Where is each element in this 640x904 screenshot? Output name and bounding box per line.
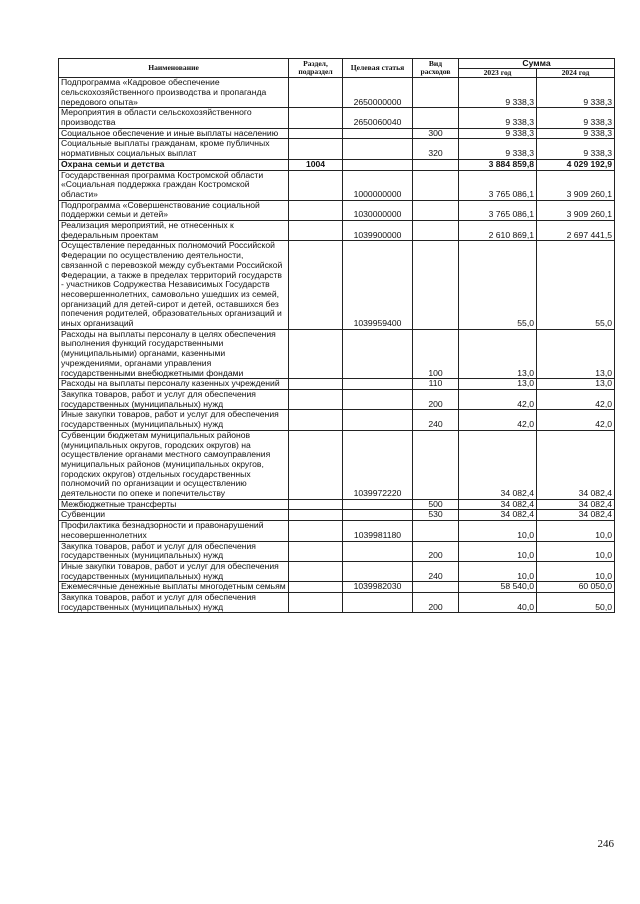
cell-2023: 3 884 859,8 <box>459 159 537 170</box>
cell-kind <box>413 108 459 128</box>
cell-kind <box>413 170 459 200</box>
cell-2024: 9 338,3 <box>537 78 615 108</box>
table-row <box>59 561 615 581</box>
cell-name: Иные закупки товаров, работ и услуг для обеспечения государственных (муниципальных) нужд <box>59 410 289 430</box>
cell-name: Подпрограмма «Совершенствование социальной поддержки семьи и детей» <box>59 200 289 220</box>
table-row <box>59 593 615 613</box>
cell-section <box>289 410 343 430</box>
cell-target <box>343 389 413 409</box>
table-row <box>59 329 615 379</box>
cell-2024: 10,0 <box>537 521 615 541</box>
cell-2023: 3 765 086,1 <box>459 170 537 200</box>
cell-kind: 500 <box>413 499 459 510</box>
cell-2024: 42,0 <box>537 410 615 430</box>
cell-target <box>343 510 413 521</box>
cell-name: Закупка товаров, работ и услуг для обеспечения государственных (муниципальных) нужд <box>59 389 289 409</box>
cell-2024: 34 082,4 <box>537 510 615 521</box>
cell-target: 1000000000 <box>343 170 413 200</box>
cell-2023: 10,0 <box>459 561 537 581</box>
cell-target <box>343 139 413 159</box>
table-row <box>59 221 615 241</box>
cell-2024: 2 697 441,5 <box>537 221 615 241</box>
table-row <box>59 430 615 499</box>
cell-2024: 3 909 260,1 <box>537 170 615 200</box>
table-row <box>59 510 615 521</box>
cell-2024: 3 909 260,1 <box>537 200 615 220</box>
cell-kind: 200 <box>413 593 459 613</box>
cell-target: 1039900000 <box>343 221 413 241</box>
header-2023: 2023 год <box>459 68 537 78</box>
cell-name: Государственная программа Костромской области «Социальная поддержка граждан Костромской области» <box>59 170 289 200</box>
header-kind: Вид расходов <box>413 59 459 78</box>
cell-2023: 34 082,4 <box>459 510 537 521</box>
cell-kind: 200 <box>413 541 459 561</box>
cell-section <box>289 139 343 159</box>
cell-kind: 240 <box>413 410 459 430</box>
table-row <box>59 241 615 329</box>
cell-section <box>289 430 343 499</box>
cell-name: Подпрограмма «Кадровое обеспечение сельскохозяйственного производства и пропаганда передового опыта» <box>59 78 289 108</box>
cell-2023: 9 338,3 <box>459 128 537 139</box>
budget-table <box>58 58 615 613</box>
cell-section <box>289 241 343 329</box>
cell-name: Расходы на выплаты персоналу казенных учреждений <box>59 379 289 390</box>
cell-name: Субвенции <box>59 510 289 521</box>
cell-2023: 9 338,3 <box>459 108 537 128</box>
cell-2023: 40,0 <box>459 593 537 613</box>
cell-2023: 58 540,0 <box>459 582 537 593</box>
cell-section <box>289 593 343 613</box>
cell-target: 2650000000 <box>343 78 413 108</box>
cell-2024: 9 338,3 <box>537 108 615 128</box>
table-row <box>59 200 615 220</box>
cell-kind: 240 <box>413 561 459 581</box>
cell-section <box>289 521 343 541</box>
cell-name: Расходы на выплаты персоналу в целях обеспечения выполнения функций государственными (муниципальными) органами, казенными учреждениями, органами управления государственными внебюджетными фондами <box>59 329 289 379</box>
table-row <box>59 108 615 128</box>
cell-2023: 34 082,4 <box>459 499 537 510</box>
cell-kind: 320 <box>413 139 459 159</box>
cell-section <box>289 389 343 409</box>
cell-2024: 10,0 <box>537 541 615 561</box>
header-target: Целевая статья <box>343 59 413 78</box>
cell-name: Профилактика безнадзорности и правонарушений несовершеннолетних <box>59 521 289 541</box>
cell-kind <box>413 241 459 329</box>
cell-name: Осуществление переданных полномочий Российской Федерации по осуществлению деятельности, связанной с перевозкой между субъектами Российской Федерации, а также в пределах территорий государств - участников Содружества Независимых Государств несовершеннолетних, самовольно ушедших из семей, организаций для детей-сирот и детей, оставшихся без попечения родителей, образовательных организаций и иных организаций <box>59 241 289 329</box>
table-body <box>59 78 615 613</box>
table-row <box>59 128 615 139</box>
cell-name: Социальное обеспечение и иные выплаты населению <box>59 128 289 139</box>
header-row <box>59 59 615 69</box>
cell-2024: 50,0 <box>537 593 615 613</box>
cell-kind <box>413 521 459 541</box>
cell-section <box>289 541 343 561</box>
table-row <box>59 159 615 170</box>
page-number: 246 <box>597 838 614 850</box>
cell-2024: 9 338,3 <box>537 139 615 159</box>
cell-target <box>343 561 413 581</box>
cell-kind <box>413 78 459 108</box>
cell-target: 1039981180 <box>343 521 413 541</box>
cell-2023: 34 082,4 <box>459 430 537 499</box>
header-section: Раздел, подраздел <box>289 59 343 78</box>
cell-target <box>343 499 413 510</box>
cell-kind: 300 <box>413 128 459 139</box>
cell-name: Закупка товаров, работ и услуг для обеспечения государственных (муниципальных) нужд <box>59 593 289 613</box>
cell-name: Закупка товаров, работ и услуг для обеспечения государственных (муниципальных) нужд <box>59 541 289 561</box>
cell-target: 1030000000 <box>343 200 413 220</box>
table-row <box>59 170 615 200</box>
cell-target <box>343 541 413 561</box>
header-sum: Сумма <box>459 59 615 69</box>
table-row <box>59 521 615 541</box>
cell-name: Мероприятия в области сельскохозяйственного производства <box>59 108 289 128</box>
cell-name: Межбюджетные трансферты <box>59 499 289 510</box>
cell-section <box>289 379 343 390</box>
cell-target: 1039959400 <box>343 241 413 329</box>
cell-kind <box>413 430 459 499</box>
cell-target: 1039982030 <box>343 582 413 593</box>
cell-2023: 9 338,3 <box>459 139 537 159</box>
cell-section <box>289 221 343 241</box>
table-row <box>59 410 615 430</box>
cell-2024: 60 050,0 <box>537 582 615 593</box>
cell-kind: 110 <box>413 379 459 390</box>
table-row <box>59 582 615 593</box>
cell-target: 1039972220 <box>343 430 413 499</box>
cell-2023: 13,0 <box>459 379 537 390</box>
cell-name: Реализация мероприятий, не отнесенных к федеральным проектам <box>59 221 289 241</box>
cell-2024: 13,0 <box>537 379 615 390</box>
cell-2023: 2 610 869,1 <box>459 221 537 241</box>
cell-section <box>289 499 343 510</box>
cell-2024: 34 082,4 <box>537 499 615 510</box>
cell-2024: 9 338,3 <box>537 128 615 139</box>
cell-target <box>343 159 413 170</box>
cell-section <box>289 170 343 200</box>
cell-2024: 34 082,4 <box>537 430 615 499</box>
cell-2023: 10,0 <box>459 521 537 541</box>
cell-name: Охрана семьи и детства <box>59 159 289 170</box>
cell-section <box>289 78 343 108</box>
cell-name: Субвенции бюджетам муниципальных районов (муниципальных округов, городских округов) на осуществление органами местного самоуправления муниципальных районов (муниципальных округов, городских округов) отдельных государственных полномочий по организации и осуществлению деятельности по опеке и попечительству <box>59 430 289 499</box>
cell-kind <box>413 582 459 593</box>
cell-2024: 4 029 192,9 <box>537 159 615 170</box>
cell-2024: 55,0 <box>537 241 615 329</box>
cell-target <box>343 329 413 379</box>
cell-target <box>343 128 413 139</box>
cell-2024: 10,0 <box>537 561 615 581</box>
cell-kind <box>413 159 459 170</box>
cell-2023: 55,0 <box>459 241 537 329</box>
header-2024: 2024 год <box>537 68 615 78</box>
cell-target <box>343 410 413 430</box>
cell-2023: 42,0 <box>459 410 537 430</box>
cell-kind <box>413 221 459 241</box>
cell-kind: 100 <box>413 329 459 379</box>
cell-2024: 42,0 <box>537 389 615 409</box>
cell-target: 2650060040 <box>343 108 413 128</box>
cell-2024: 13,0 <box>537 329 615 379</box>
cell-2023: 13,0 <box>459 329 537 379</box>
cell-kind: 200 <box>413 389 459 409</box>
table-row <box>59 499 615 510</box>
cell-name: Социальные выплаты гражданам, кроме публичных нормативных социальных выплат <box>59 139 289 159</box>
cell-section: 1004 <box>289 159 343 170</box>
cell-name: Иные закупки товаров, работ и услуг для обеспечения государственных (муниципальных) нужд <box>59 561 289 581</box>
table-row <box>59 139 615 159</box>
cell-2023: 42,0 <box>459 389 537 409</box>
cell-section <box>289 200 343 220</box>
cell-section <box>289 128 343 139</box>
cell-section <box>289 561 343 581</box>
cell-section <box>289 108 343 128</box>
cell-section <box>289 329 343 379</box>
cell-section <box>289 510 343 521</box>
header-name: Наименование <box>59 59 289 78</box>
cell-target <box>343 379 413 390</box>
cell-kind <box>413 200 459 220</box>
table-row <box>59 78 615 108</box>
cell-kind: 530 <box>413 510 459 521</box>
table-row <box>59 541 615 561</box>
cell-2023: 10,0 <box>459 541 537 561</box>
table-row <box>59 379 615 390</box>
table-row <box>59 389 615 409</box>
cell-name: Ежемесячные денежные выплаты многодетным семьям <box>59 582 289 593</box>
cell-target <box>343 593 413 613</box>
cell-section <box>289 582 343 593</box>
cell-2023: 3 765 086,1 <box>459 200 537 220</box>
cell-2023: 9 338,3 <box>459 78 537 108</box>
